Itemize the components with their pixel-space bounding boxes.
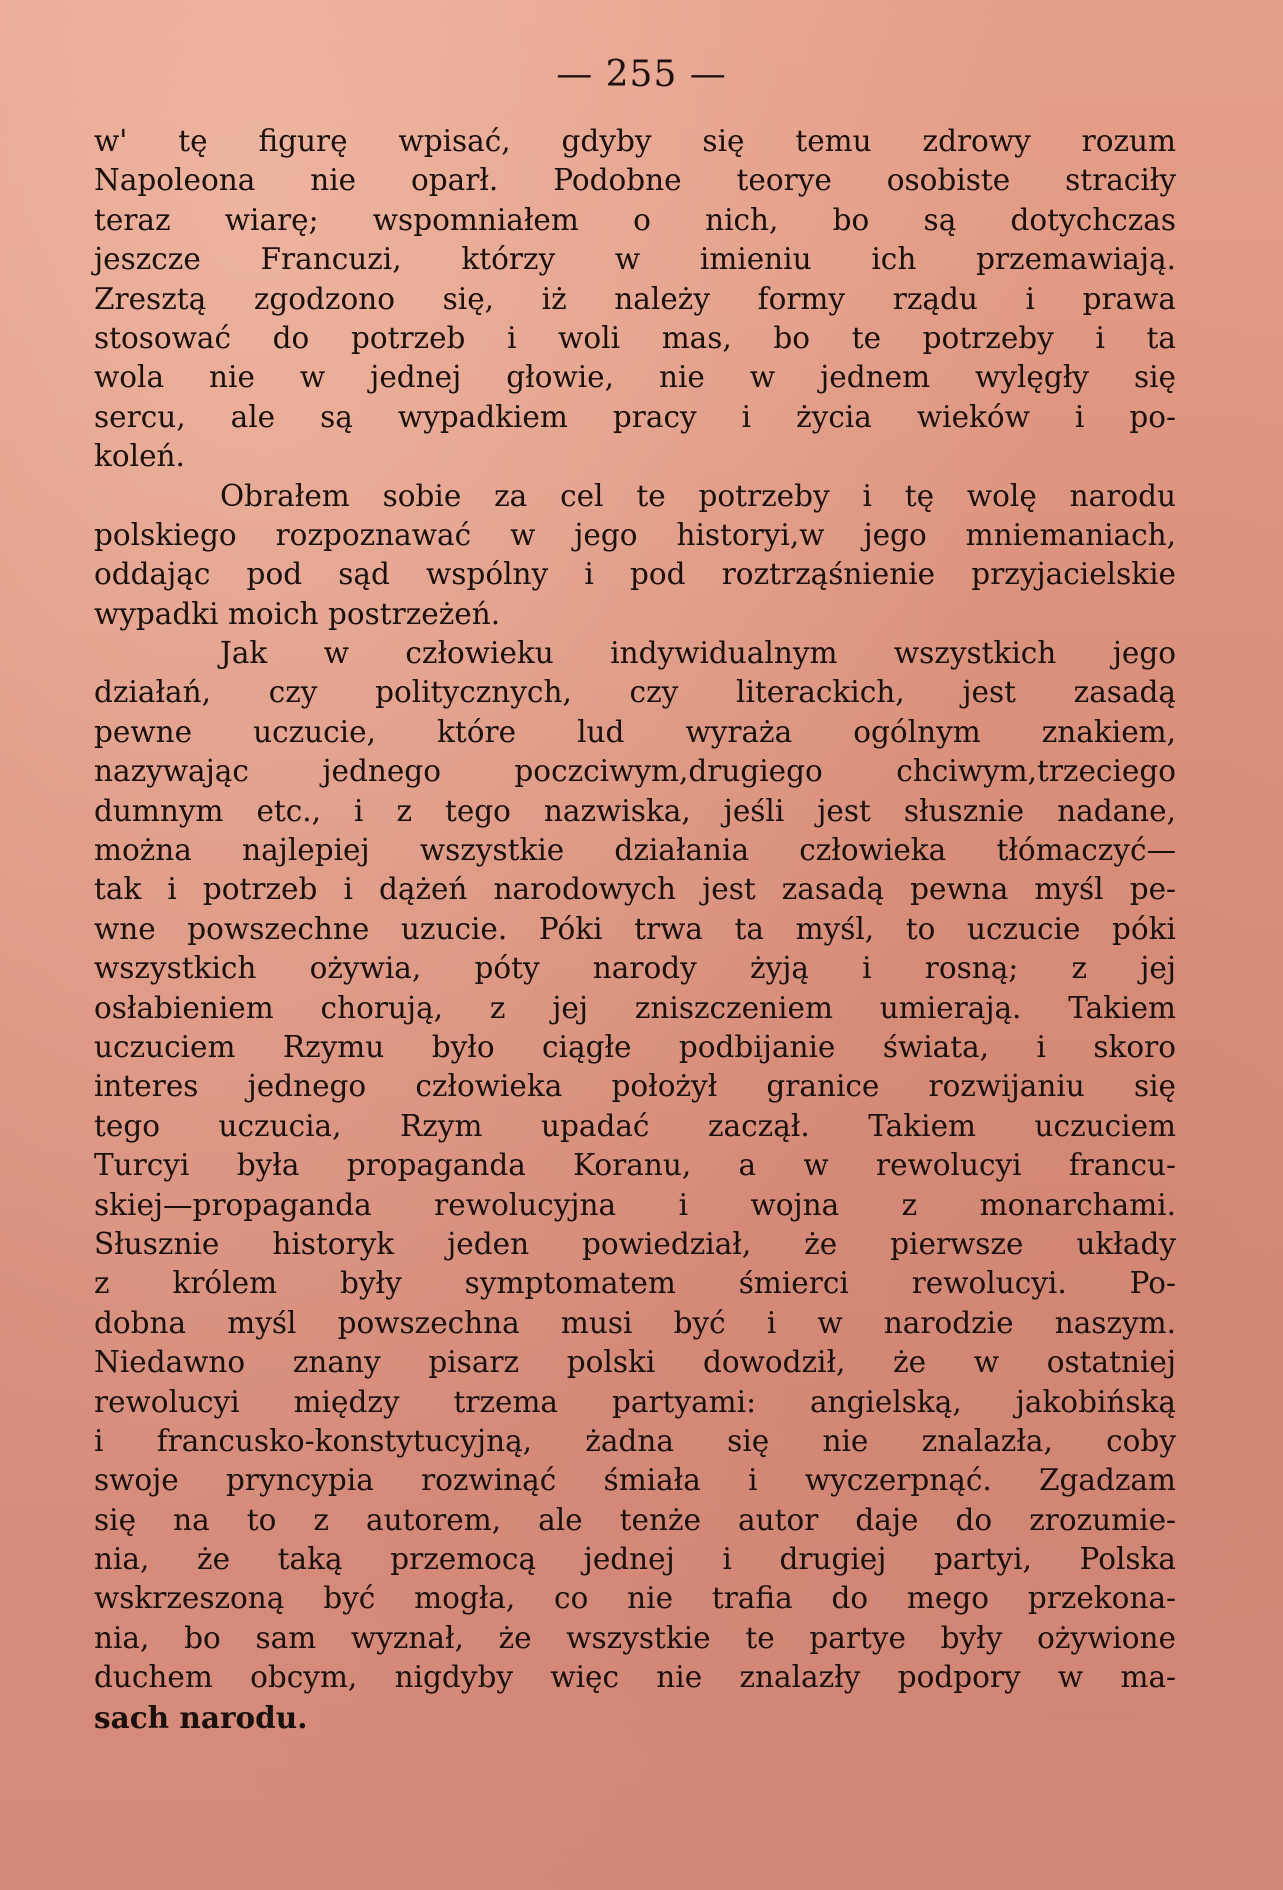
text-line: nazywając jednego poczciwym,drugiego chciwym,trzeciego — [94, 754, 1176, 789]
text-line: nia, bo sam wyznał, że wszystkie te partye były ożywione — [94, 1620, 1176, 1655]
text-line: wne powszechne uzucie. Póki trwa ta myśl, to uczucie póki — [94, 911, 1176, 946]
text-line: Turcyi była propaganda Koranu, a w rewolucyi francu- — [94, 1148, 1176, 1183]
text-line: dobna myśl powszechna musi być i w narodzie naszym. — [94, 1305, 1176, 1340]
text-line: jeszcze Francuzi, którzy w imieniu ich przemawiają. — [94, 242, 1176, 277]
text-line: stosować do potrzeb i woli mas, bo te potrzeby i ta — [94, 320, 1176, 355]
text-line: dumnym etc., i z tego nazwiska, jeśli jest słusznie nadane, — [94, 793, 1176, 828]
text-line: Słusznie historyk jeden powiedział, że pierwsze układy — [94, 1226, 1176, 1261]
text-line: wypadki moich postrzeżeń. — [94, 596, 501, 631]
text-line: swoje pryncypia rozwinąć śmiała i wyczerpnąć. Zgadzam — [94, 1463, 1176, 1498]
text-line: Niedawno znany pisarz polski dowodził, że w ostatniej — [94, 1345, 1176, 1380]
text-line: duchem obcym, nigdyby więc nie znalazły podpory w ma- — [94, 1660, 1176, 1695]
text-line: nia, że taką przemocą jednej i drugiej partyi, Polska — [94, 1542, 1176, 1577]
text-line: oddając pod sąd wspólny i pod roztrząśnienie przyjacielskie — [94, 557, 1176, 592]
text-line: działań, czy politycznych, czy literackich, jest zasadą — [94, 675, 1176, 710]
text-line: Jak w człowieku indywidualnym wszystkich jego — [220, 636, 1176, 671]
text-line: Obrałem sobie za cel te potrzeby i tę wolę narodu — [220, 478, 1176, 513]
text-line: tak i potrzeb i dążeń narodowych jest zasadą pewna myśl pe- — [94, 872, 1176, 907]
text-line: sach narodu. — [94, 1699, 308, 1735]
body-text — [94, 122, 1176, 1737]
text-line: rewolucyi między trzema partyami: angielską, jakobińską — [94, 1384, 1176, 1419]
text-line: wskrzeszoną być mogła, co nie trafia do mego przekona- — [94, 1581, 1176, 1616]
text-line: i francusko-konstytucyjną, żadna się nie znalazła, coby — [94, 1423, 1176, 1458]
text-line: teraz wiarę; wspomniałem o nich, bo są dotychczas — [94, 202, 1176, 237]
text-line: sercu, ale są wypadkiem pracy i życia wieków i po- — [94, 399, 1176, 434]
text-line: polskiego rozpoznawać w jego historyi,w jego mniemaniach, — [94, 517, 1176, 552]
text-line: Napoleona nie oparł. Podobne teorye osobiste straciły — [94, 163, 1176, 198]
text-line: uczuciem Rzymu było ciągłe podbijanie świata, i skoro — [94, 1029, 1176, 1064]
text-line: tego uczucia, Rzym upadać zaczął. Takiem uczuciem — [94, 1108, 1176, 1143]
text-line: pewne uczucie, które lud wyraża ogólnym znakiem, — [94, 714, 1176, 749]
text-line: koleń. — [94, 439, 185, 474]
text-line: osłabieniem chorują, z jej zniszczeniem umierają. Takiem — [94, 990, 1176, 1025]
text-line: Zresztą zgodzono się, iż należy formy rządu i prawa — [94, 281, 1176, 316]
text-line: z królem były symptomatem śmierci rewolucyi. Po- — [94, 1266, 1176, 1301]
text-line: w' tę figurę wpisać, gdyby się temu zdrowy rozum — [94, 124, 1176, 158]
text-line: skiej—propaganda rewolucyjna i wojna z monarchami. — [94, 1187, 1176, 1222]
page-number: — 255 — — [556, 54, 727, 95]
text-line: wszystkich ożywia, póty narody żyją i rosną; z jej — [94, 951, 1176, 986]
text-line: interes jednego człowieka położył granice rozwijaniu się — [94, 1069, 1176, 1104]
text-line: się na to z autorem, ale tenże autor daje do zrozumie- — [94, 1502, 1176, 1537]
text-line: wola nie w jednej głowie, nie w jednem wylęgły się — [94, 360, 1176, 395]
text-line: można najlepiej wszystkie działania człowieka tłómaczyć— — [94, 833, 1176, 868]
